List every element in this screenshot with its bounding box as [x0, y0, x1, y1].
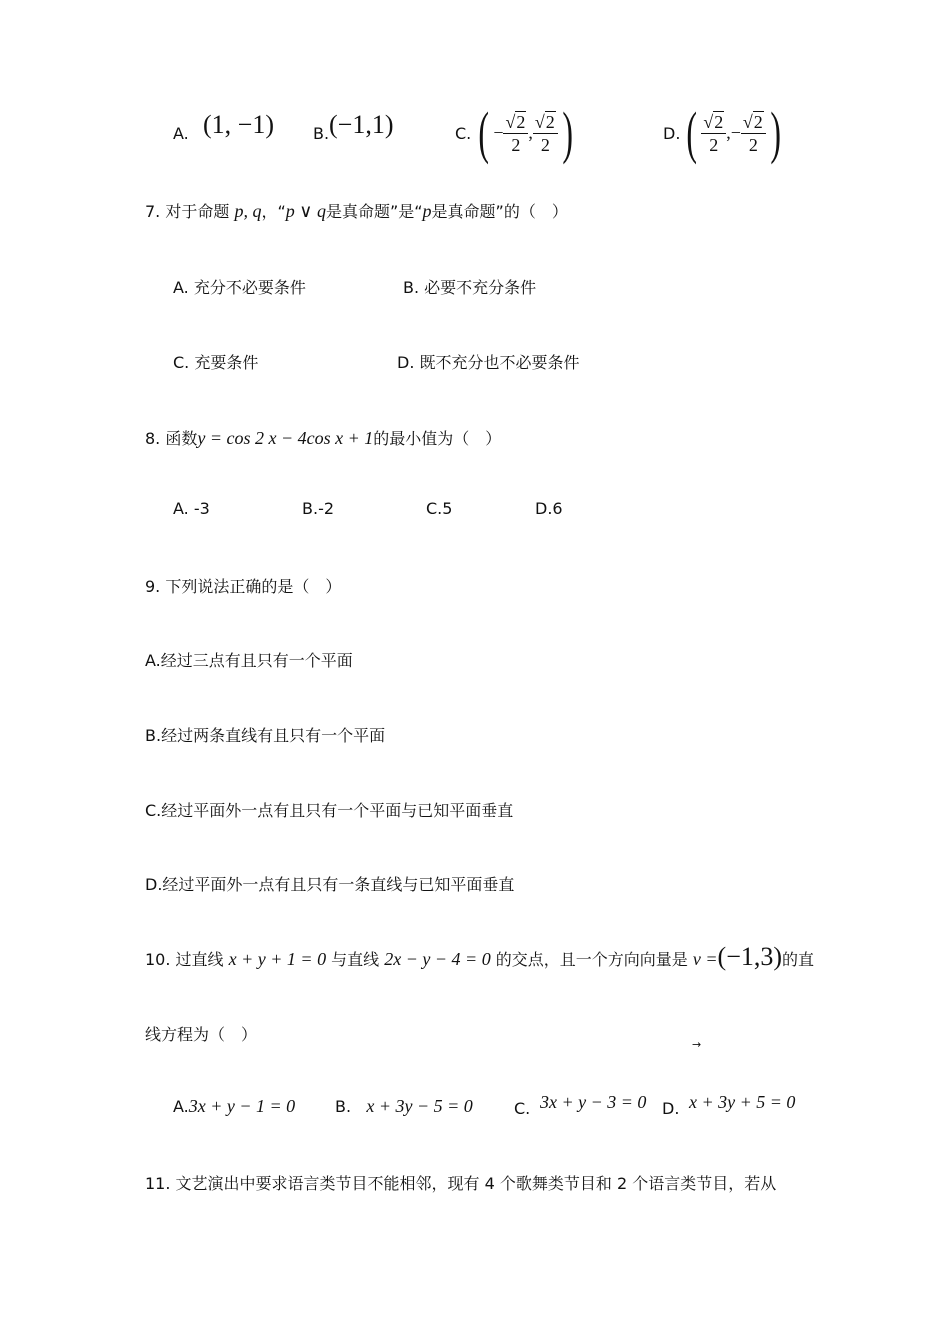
q6-option-b: B. — [313, 124, 330, 143]
question-number: 8. — [145, 429, 161, 448]
q7-option-a: A. 充分不必要条件 — [173, 278, 306, 297]
math-vector: v = — [692, 949, 718, 969]
stem-text: 的交点，且一个方向向量是 — [495, 950, 688, 969]
stem-text: 过直线 — [175, 950, 224, 969]
math-function: y = cos 2 x − 4cos x + 1 — [197, 428, 374, 448]
stem-text: ，“ — [261, 202, 286, 221]
q6-option-c: C. — [455, 124, 472, 143]
math-line1: x + y + 1 = 0 — [228, 949, 327, 969]
q10-option-c-label: C. — [514, 1099, 531, 1118]
math-line2: 2x − y − 4 = 0 — [384, 949, 491, 969]
stem-text: 函数 — [165, 429, 198, 448]
math-vector-value: (−1,3) — [717, 942, 783, 971]
q6-option-c-value: ( − $\frac{√2}{2}$ , $\frac{√2}{2}$ ) — [478, 100, 573, 165]
q6-option-d: D. — [663, 124, 681, 143]
q9-option-d: D.经过平面外一点有且只有一条直线与已知平面垂直 — [145, 875, 515, 894]
q6-option-d-value: ( $\frac{√2}{2}$ ,− $\frac{√2}{2}$ ) — [686, 100, 781, 165]
question-number: 10. — [145, 950, 171, 969]
q6-option-a-value: (1, −1) — [203, 110, 274, 139]
q10-stem-continued: 线方程为（ ） — [145, 1025, 258, 1044]
q10-stem — [145, 944, 814, 970]
math-pq: p, q — [234, 201, 262, 221]
q9-option-a: A.经过三点有且只有一个平面 — [145, 651, 353, 670]
q7-stem — [145, 199, 568, 222]
q9-option-b: B.经过两条直线有且只有一个平面 — [145, 726, 386, 745]
q9-stem: 9. 下列说法正确的是（ ） — [145, 577, 342, 596]
q10-option-a: A.3x + y − 1 = 0 — [173, 1096, 296, 1116]
q8-option-d: D.6 — [535, 499, 563, 518]
stem-text: 是真命题”的（ ） — [431, 202, 568, 221]
q10-option-c: 3x + y − 3 = 0 — [540, 1092, 647, 1112]
q8-option-a: A. -3 — [173, 499, 210, 518]
question-number: 7. — [145, 202, 161, 221]
q9-option-c: C.经过平面外一点有且只有一个平面与已知平面垂直 — [145, 801, 514, 820]
option-label: A. — [173, 124, 189, 143]
q7-option-d: D. 既不充分也不必要条件 — [397, 353, 580, 372]
q8-option-b: B.-2 — [302, 499, 335, 518]
q6-option-a — [173, 124, 189, 143]
q8-option-c: C.5 — [426, 499, 453, 518]
q6-option-b-value: (−1,1) — [329, 110, 394, 139]
q10-option-d: x + 3y + 5 = 0 — [689, 1092, 796, 1112]
math-p: p — [422, 201, 432, 221]
stem-text: 与直线 — [331, 950, 380, 969]
vector-arrow-icon: → — [692, 1038, 702, 1051]
q8-stem — [145, 426, 501, 449]
q11-stem: 11. 文艺演出中要求语言类节目不能相邻，现有 4 个歌舞类节目和 2 个语言类节目，若从 — [145, 1174, 777, 1193]
q10-option-b: B. x + 3y − 5 = 0 — [335, 1096, 473, 1116]
math-p-or-q: p ∨ q — [285, 201, 326, 221]
q7-option-c: C. 充要条件 — [173, 353, 259, 372]
q10-option-d-label: D. — [662, 1099, 680, 1118]
stem-text: 的最小值为（ ） — [373, 429, 502, 448]
stem-text: 的直 — [782, 950, 815, 969]
q7-option-b: B. 必要不充分条件 — [403, 278, 537, 297]
stem-text: 是真命题”是“ — [325, 202, 423, 221]
stem-text: 对于命题 — [165, 202, 230, 221]
